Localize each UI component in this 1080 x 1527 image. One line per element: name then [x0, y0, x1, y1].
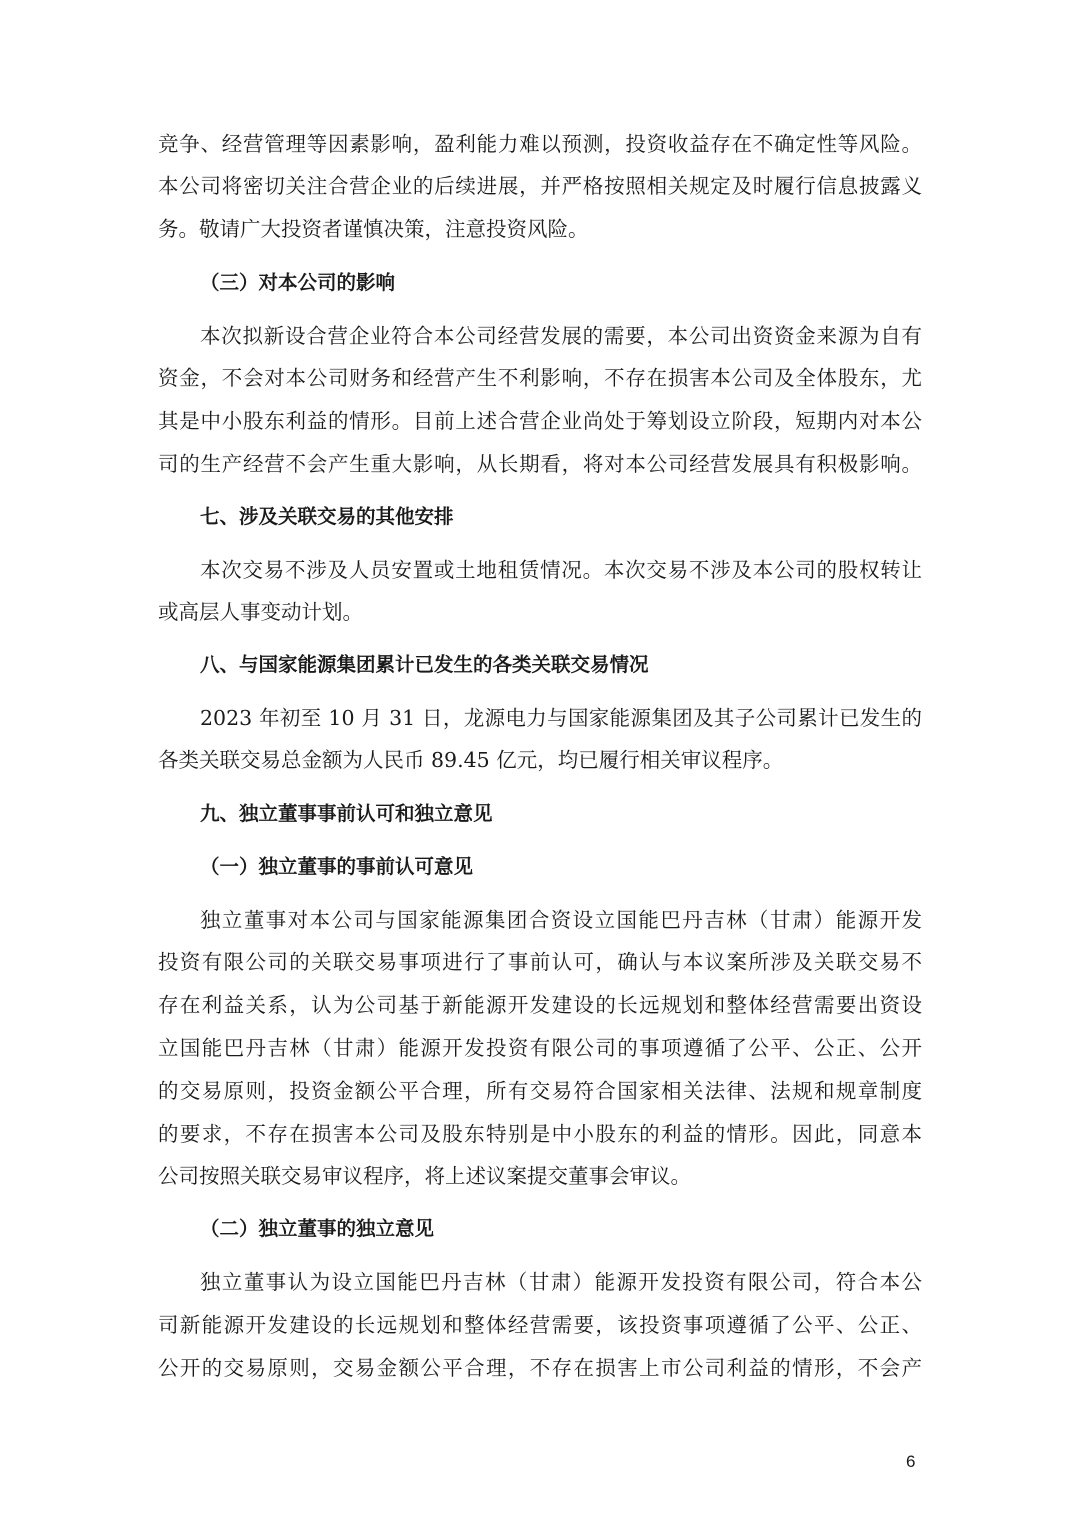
- page-number: 6: [906, 1452, 916, 1471]
- paragraph-line: 务。敬请广大投资者谨慎决策，注意投资风险。: [158, 217, 589, 241]
- subheading-independent-opinion: （二）独立董事的独立意见: [200, 1217, 435, 1240]
- subheading-prior-approval: （一）独立董事的事前认可意见: [200, 855, 474, 878]
- paragraph-line: 公司按照关联交易审议程序，将上述议案提交董事会审议。: [158, 1164, 691, 1188]
- paragraph-line: 独立董事认为设立国能巴丹吉林（甘肃）能源开发投资有限公司，符合本公: [200, 1270, 922, 1294]
- paragraph-line: 投资有限公司的关联交易事项进行了事前认可，确认与本议案所涉及关联交易不: [158, 950, 922, 974]
- paragraph-line: 其是中小股东利益的情形。目前上述合营企业尚处于筹划设立阶段，短期内对本公: [158, 409, 922, 433]
- paragraph-line: 资金，不会对本公司财务和经营产生不利影响，不存在损害本公司及全体股东，尤: [158, 366, 922, 390]
- heading-section-8: 八、与国家能源集团累计已发生的各类关联交易情况: [200, 653, 649, 676]
- paragraph-line: 的要求，不存在损害本公司及股东特别是中小股东的利益的情形。因此，同意本: [158, 1122, 922, 1146]
- subheading-impact: （三）对本公司的影响: [200, 271, 396, 294]
- paragraph-line: 或高层人事变动计划。: [158, 600, 363, 624]
- heading-section-7: 七、涉及关联交易的其他安排: [200, 505, 454, 528]
- paragraph-line: 本公司将密切关注合营企业的后续进展，并严格按照相关规定及时履行信息披露义: [158, 174, 922, 198]
- paragraph-line: 立国能巴丹吉林（甘肃）能源开发投资有限公司的事项遵循了公平、公正、公开: [158, 1036, 922, 1060]
- paragraph-line: 各类关联交易总金额为人民币 89.45 亿元，均已履行相关审议程序。: [158, 748, 784, 772]
- paragraph-line: 独立董事对本公司与国家能源集团合资设立国能巴丹吉林（甘肃）能源开发: [200, 908, 922, 932]
- paragraph-line: 本次交易不涉及人员安置或土地租赁情况。本次交易不涉及本公司的股权转让: [200, 558, 922, 582]
- paragraph-line: 本次拟新设合营企业符合本公司经营发展的需要，本公司出资资金来源为自有: [200, 324, 922, 348]
- paragraph-line: 2023 年初至 10 月 31 日，龙源电力与国家能源集团及其子公司累计已发生的: [200, 706, 922, 730]
- paragraph-line: 存在利益关系，认为公司基于新能源开发建设的长远规划和整体经营需要出资设: [158, 993, 922, 1017]
- paragraph-line: 竞争、经营管理等因素影响，盈利能力难以预测，投资收益存在不确定性等风险。: [158, 132, 922, 156]
- paragraph-line: 的交易原则，投资金额公平合理，所有交易符合国家相关法律、法规和规章制度: [158, 1079, 922, 1103]
- heading-section-9: 九、独立董事事前认可和独立意见: [200, 802, 493, 825]
- paragraph-line: 司新能源开发建设的长远规划和整体经营需要，该投资事项遵循了公平、公正、: [158, 1313, 922, 1337]
- paragraph-line: 司的生产经营不会产生重大影响，从长期看，将对本公司经营发展具有积极影响。: [158, 452, 922, 476]
- paragraph-line: 公开的交易原则，交易金额公平合理，不存在损害上市公司利益的情形，不会产: [158, 1356, 922, 1380]
